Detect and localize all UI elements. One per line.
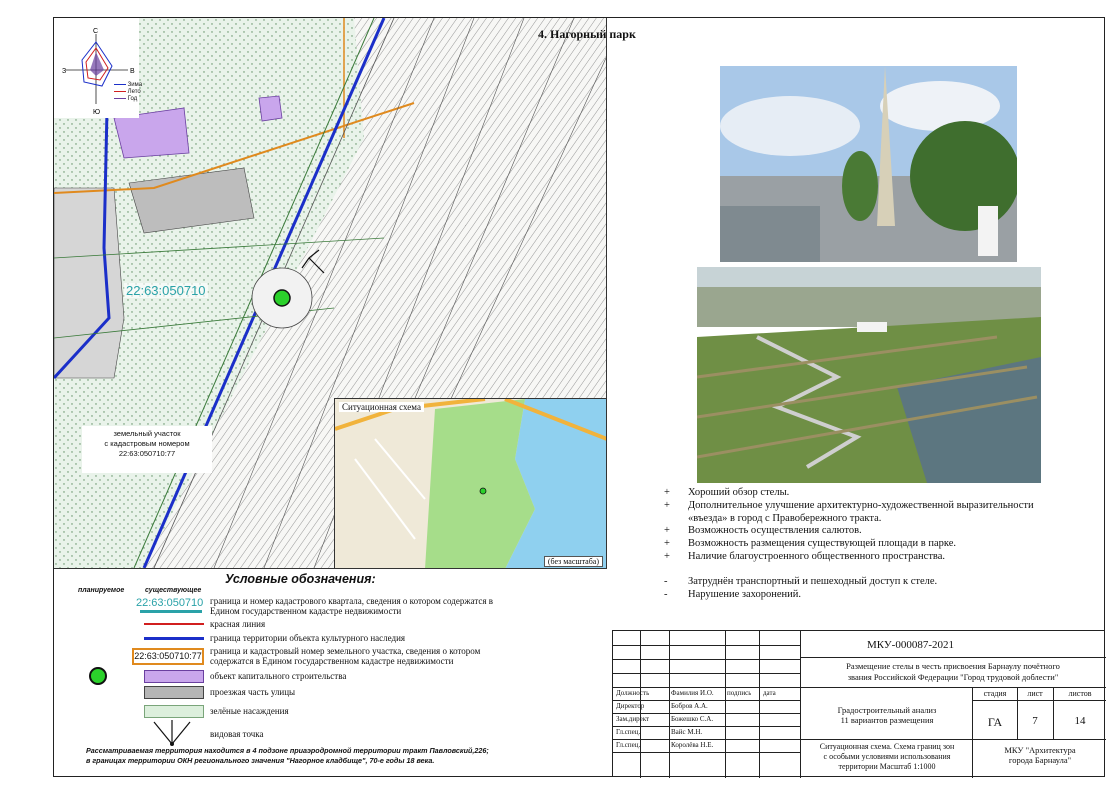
analysis-title: Градостроительный анализ 11 вариантов размещения [837, 705, 937, 725]
cadastral-quarter-label: 22:63:050710 [126, 283, 206, 298]
person-name: Бобров А.А. [671, 702, 708, 710]
person-name: Королёва Н.Е. [671, 741, 714, 749]
sheet-label: лист [1027, 689, 1043, 698]
svg-text:Ю: Ю [93, 109, 101, 116]
legend-red-line [144, 623, 204, 625]
header-name: Фамилия И.О. [671, 689, 714, 697]
legend-col-planned: планируемое [78, 587, 125, 594]
con-item: - Затруднён транспортный и пешеходный доступ к стеле. [664, 575, 938, 587]
svg-text:З: З [62, 68, 67, 75]
person-name: Божешко С.А. [671, 715, 714, 723]
pro-item: + Дополнительное улучшение архитектурно-художественной выразительности [664, 499, 1034, 511]
wind-rose-legend: Зима Лето Год [114, 82, 142, 103]
document-code: МКУ-000087-2021 [867, 639, 955, 651]
parcel-note: земельный участок с кадастровым номером 22:63:050710:77 [82, 426, 212, 473]
person-position: Директор [616, 702, 645, 710]
legend-item-red-line: красная линия [210, 619, 266, 629]
header-signature: подпись [727, 689, 752, 697]
title-block [612, 630, 1105, 777]
legend-item-viewpoint: видовая точка [210, 729, 264, 739]
legend-item-heritage: граница территории объекта культурного наследия [210, 633, 406, 643]
legend-blue-line [144, 637, 204, 640]
legend-building-swatch [144, 670, 204, 683]
legend-item-parcel: граница и кадастровый номер земельного участка, сведения о котором содержатся в Едином государственном кадастре недвижимости [210, 646, 481, 666]
situation-scheme-inset [334, 398, 607, 569]
inset-title: Ситуационная схема [339, 402, 424, 412]
legend-viewpoint-marker [89, 667, 107, 685]
project-title: Размещение стелы в честь присвоения Барнаулу почётного звания Российской Федерации "Город трудовой доблести" [846, 661, 1060, 682]
svg-text:С: С [93, 28, 99, 35]
svg-text:В: В [130, 68, 135, 75]
person-name: Вайс М.Н. [671, 728, 703, 736]
sheets-label: листов [1068, 689, 1092, 698]
legend-item-greenery: зелёные насаждения [210, 706, 289, 716]
viewpoint-marker [274, 290, 290, 306]
pro-item: + Хороший обзор стелы. [664, 487, 790, 498]
person-position: Гл.спец. [616, 728, 641, 736]
legend-item-road: проезжая часть улицы [210, 687, 296, 697]
pro-item: + Наличие благоустроенного общественного пространства. [664, 550, 946, 562]
con-item: - Нарушение захоронений. [664, 588, 802, 600]
legend-green-swatch [144, 705, 204, 718]
park-aerial-photo [697, 267, 1041, 483]
stage-label: стадия [983, 689, 1007, 698]
person-position: Зам.директ [616, 715, 650, 723]
legend-col-existing: существующее [145, 587, 202, 594]
legend-item-quarter: граница и номер кадастрового квартала, сведения о котором содержатся в Едином государственном кадастре недвижимости [210, 596, 494, 616]
page-title: 4. Нагорный парк [538, 27, 636, 41]
legend-title: Условные обозначения: [225, 572, 376, 586]
pro-item: «въезда» в город с Правобережного тракта. [688, 512, 882, 524]
header-position: Должность [616, 689, 650, 697]
organization-name: МКУ "Архитектура города Барнаула" [1004, 745, 1076, 765]
drawing-title: Ситуационная схема. Схема границ зон с особыми условиями использования территории Масштаб 1:1000 [819, 742, 955, 771]
legend-parcel-sample: 22:63:050710:77 [132, 648, 204, 665]
assessment-notes [664, 487, 1034, 601]
legend-footnote: Рассматриваемая территория находится в 4 подзоне приаэродромной территории тракт Павловский,226; в границах территории ОКН регионального значения "Нагорное кладбище", 70-е годы 18 века. [86, 746, 489, 765]
legend-quarter-sample: 22:63:050710 [136, 597, 204, 609]
pro-item: + Возможность осуществления салютов. [664, 525, 862, 537]
legend-quarter-line [140, 610, 202, 613]
stage-value: ГА [987, 715, 1003, 729]
cadastral-map [54, 18, 607, 569]
pro-item: + Возможность размещения существующей площади в парке. [664, 538, 956, 550]
inset-scale: (без масштаба) [544, 556, 603, 567]
sheet-value: 7 [1032, 715, 1038, 727]
person-position: Гл.спец. [616, 741, 641, 749]
header-date: дата [763, 689, 776, 697]
legend-road-swatch [144, 686, 204, 699]
stele-photo [720, 66, 1017, 262]
sheets-value: 14 [1074, 715, 1086, 727]
legend-item-building: объект капитального строительства [210, 671, 347, 681]
viewpoint-arrows-icon [150, 718, 194, 748]
